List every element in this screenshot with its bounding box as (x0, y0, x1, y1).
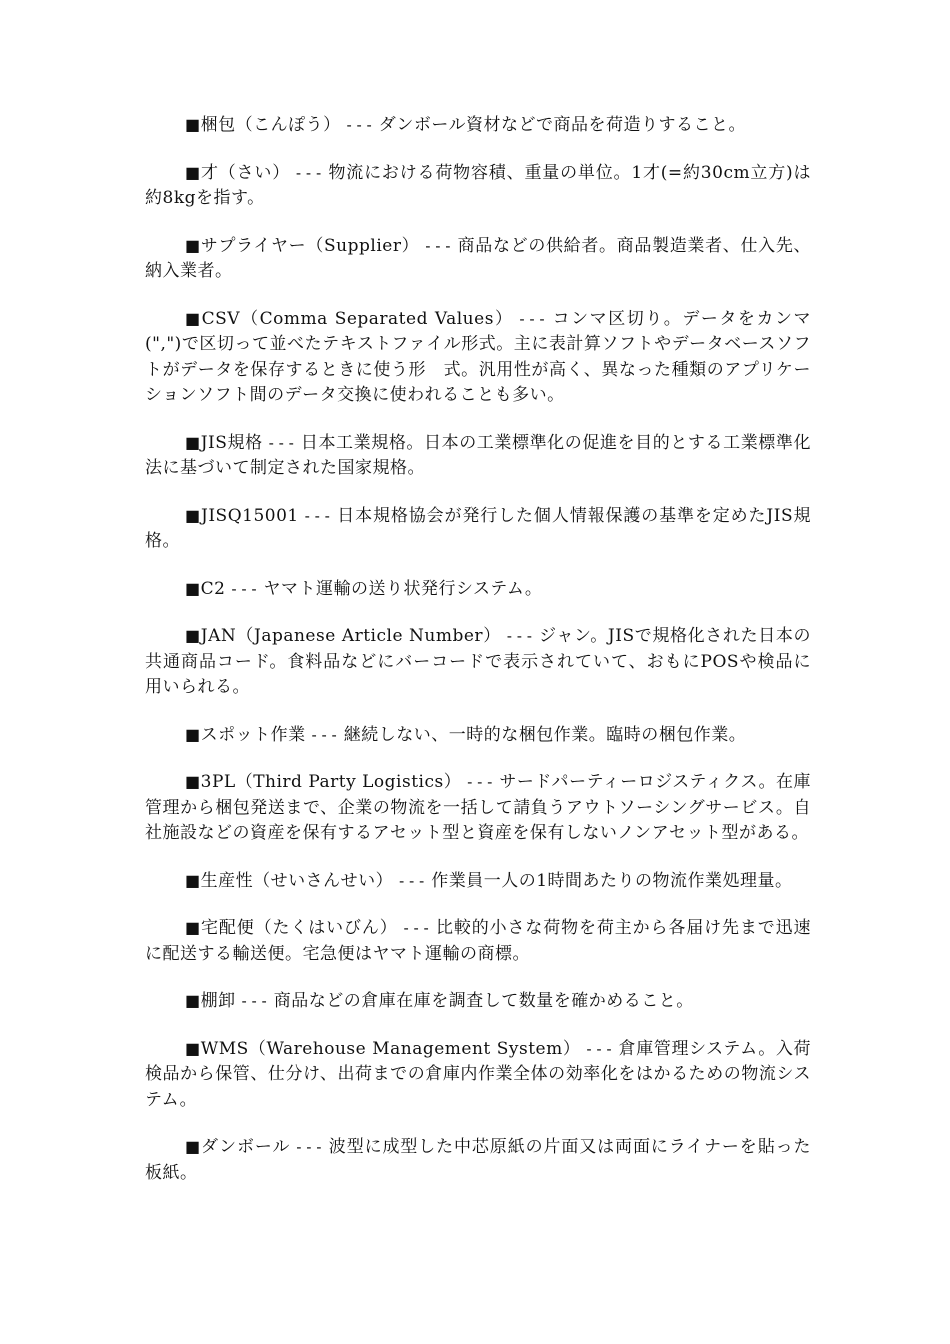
entry-definition: 倉庫管理システム。入荷検品から保管、仕分け、出荷までの倉庫内作業全体の効率化をはかるための物流システム。 (145, 1038, 812, 1110)
entry-separator: --- (397, 871, 428, 890)
glossary-entry (145, 112, 811, 139)
entry-separator: --- (344, 116, 375, 134)
square-bullet-icon: ■ (185, 505, 202, 525)
glossary-entry (145, 1036, 811, 1114)
square-bullet-icon: ■ (185, 1038, 201, 1058)
square-bullet-icon: ■ (185, 772, 201, 791)
glossary-entry (145, 1134, 811, 1186)
entry-term: ダンボール (201, 1137, 291, 1157)
entry-definition: 作業員一人の1時間あたりの物流作業処理量。 (431, 870, 793, 891)
entry-definition: ジャン。JISで規格化された日本の共通商品コード。食料品などにバーコードで表示されていて、おもにPOSや検品に用いられる。 (145, 626, 811, 697)
entry-definition: ダンボール資材などで商品を荷造りすること。 (378, 115, 747, 135)
entry-definition: サードパーティーロジスティクス。在庫管理から梱包発送まで、企業の物流を一括して請負うアウトソーシングサービス。自社施設などの資産を保有するアセット型と資産を保有しないノンアセット型がある。 (145, 772, 811, 843)
square-bullet-icon: ■ (185, 1137, 202, 1156)
entry-definition: 物流における荷物容積、重量の単位。1才(=約30cm立方)は約8kgを指す。 (145, 162, 811, 208)
entry-term: WMS（Warehouse Management System） (200, 1038, 581, 1059)
entry-term: JAN（Japanese Article Number） (200, 626, 501, 646)
square-bullet-icon: ■ (185, 918, 201, 937)
square-bullet-icon: ■ (185, 235, 201, 255)
entry-term: 棚卸 (200, 991, 236, 1011)
entry-separator: --- (465, 773, 496, 791)
entry-definition: 波型に成型した中芯原紙の片面又は両面にライナーを貼った板紙。 (145, 1137, 811, 1183)
entry-separator: --- (584, 1039, 615, 1058)
entry-separator: --- (401, 919, 432, 937)
glossary-entry (145, 769, 811, 847)
entry-term: CSV（Comma Separated Values） (201, 308, 514, 329)
square-bullet-icon: ■ (185, 578, 201, 598)
entry-separator: --- (504, 627, 535, 645)
square-bullet-icon: ■ (185, 870, 201, 890)
entry-separator: --- (294, 1138, 325, 1156)
glossary-document (145, 112, 811, 1207)
glossary-entry (145, 722, 811, 749)
glossary-entry (145, 623, 811, 701)
glossary-entry (145, 988, 811, 1015)
entry-definition: 比較的小さな荷物を荷主から各届け先まで迅速に配送する輸送便。宅急便はヤマト運輸の商標。 (145, 918, 812, 964)
entry-term: スポット作業 (200, 724, 306, 745)
entry-separator: --- (239, 992, 270, 1010)
entry-term: サプライヤー（Supplier） (200, 235, 420, 256)
glossary-entry (145, 233, 811, 285)
square-bullet-icon: ■ (185, 991, 201, 1010)
entry-term: JISQ15001 (201, 505, 299, 526)
glossary-entry (145, 868, 811, 895)
entry-separator: --- (309, 725, 340, 744)
entry-term: 才（さい） (200, 162, 291, 183)
entry-separator: --- (517, 309, 548, 328)
entry-definition: 継続しない、一時的な梱包作業。臨時の梱包作業。 (343, 724, 747, 745)
entry-separator: --- (423, 236, 454, 255)
entry-definition: ヤマト運輸の送り状発行システム。 (263, 578, 543, 599)
entry-separator: --- (266, 433, 297, 452)
glossary-entry (145, 576, 811, 603)
glossary-entry (145, 430, 811, 482)
entry-term: 生産性（せいさんせい） (200, 870, 394, 891)
entry-definition: 商品などの倉庫在庫を調査して数量を確かめること。 (273, 991, 694, 1011)
glossary-entry (145, 306, 811, 409)
glossary-entry (145, 503, 811, 555)
square-bullet-icon: ■ (185, 115, 201, 134)
square-bullet-icon: ■ (185, 308, 202, 328)
entry-term: 宅配便（たくはいびん） (201, 918, 398, 938)
entry-definition: 商品などの供給者。商品製造業者、仕入先、納入業者。 (145, 235, 811, 281)
entry-separator: --- (302, 506, 333, 525)
entry-definition: 日本規格協会が発行した個人情報保護の基準を定めたJIS規格。 (145, 505, 811, 551)
entry-term: JIS規格 (200, 432, 263, 453)
glossary-entry (145, 915, 811, 967)
square-bullet-icon: ■ (185, 626, 201, 645)
square-bullet-icon: ■ (185, 432, 201, 452)
square-bullet-icon: ■ (185, 162, 201, 182)
entry-separator: --- (294, 163, 325, 182)
square-bullet-icon: ■ (185, 724, 201, 744)
entry-term: 3PL（Third Party Logistics） (200, 772, 462, 792)
glossary-entry (145, 160, 811, 212)
entry-separator: --- (229, 579, 260, 598)
entry-term: 梱包（こんぽう） (200, 115, 341, 135)
entry-definition: 日本工業規格。日本の工業標準化の促進を目的とする工業標準化法に基づいて制定された国家規格。 (145, 432, 811, 478)
entry-term: C2 (200, 578, 226, 599)
entry-definition: コンマ区切り。データをカンマ(",")で区切って並べたテキストファイル形式。主に表計算ソフトやデータベースソフトがデータを保存するときに使う形 式。汎用性が高く、異なった種類のアプリケーションソフト間のデータ交換に使われることも多い。 (145, 308, 812, 405)
